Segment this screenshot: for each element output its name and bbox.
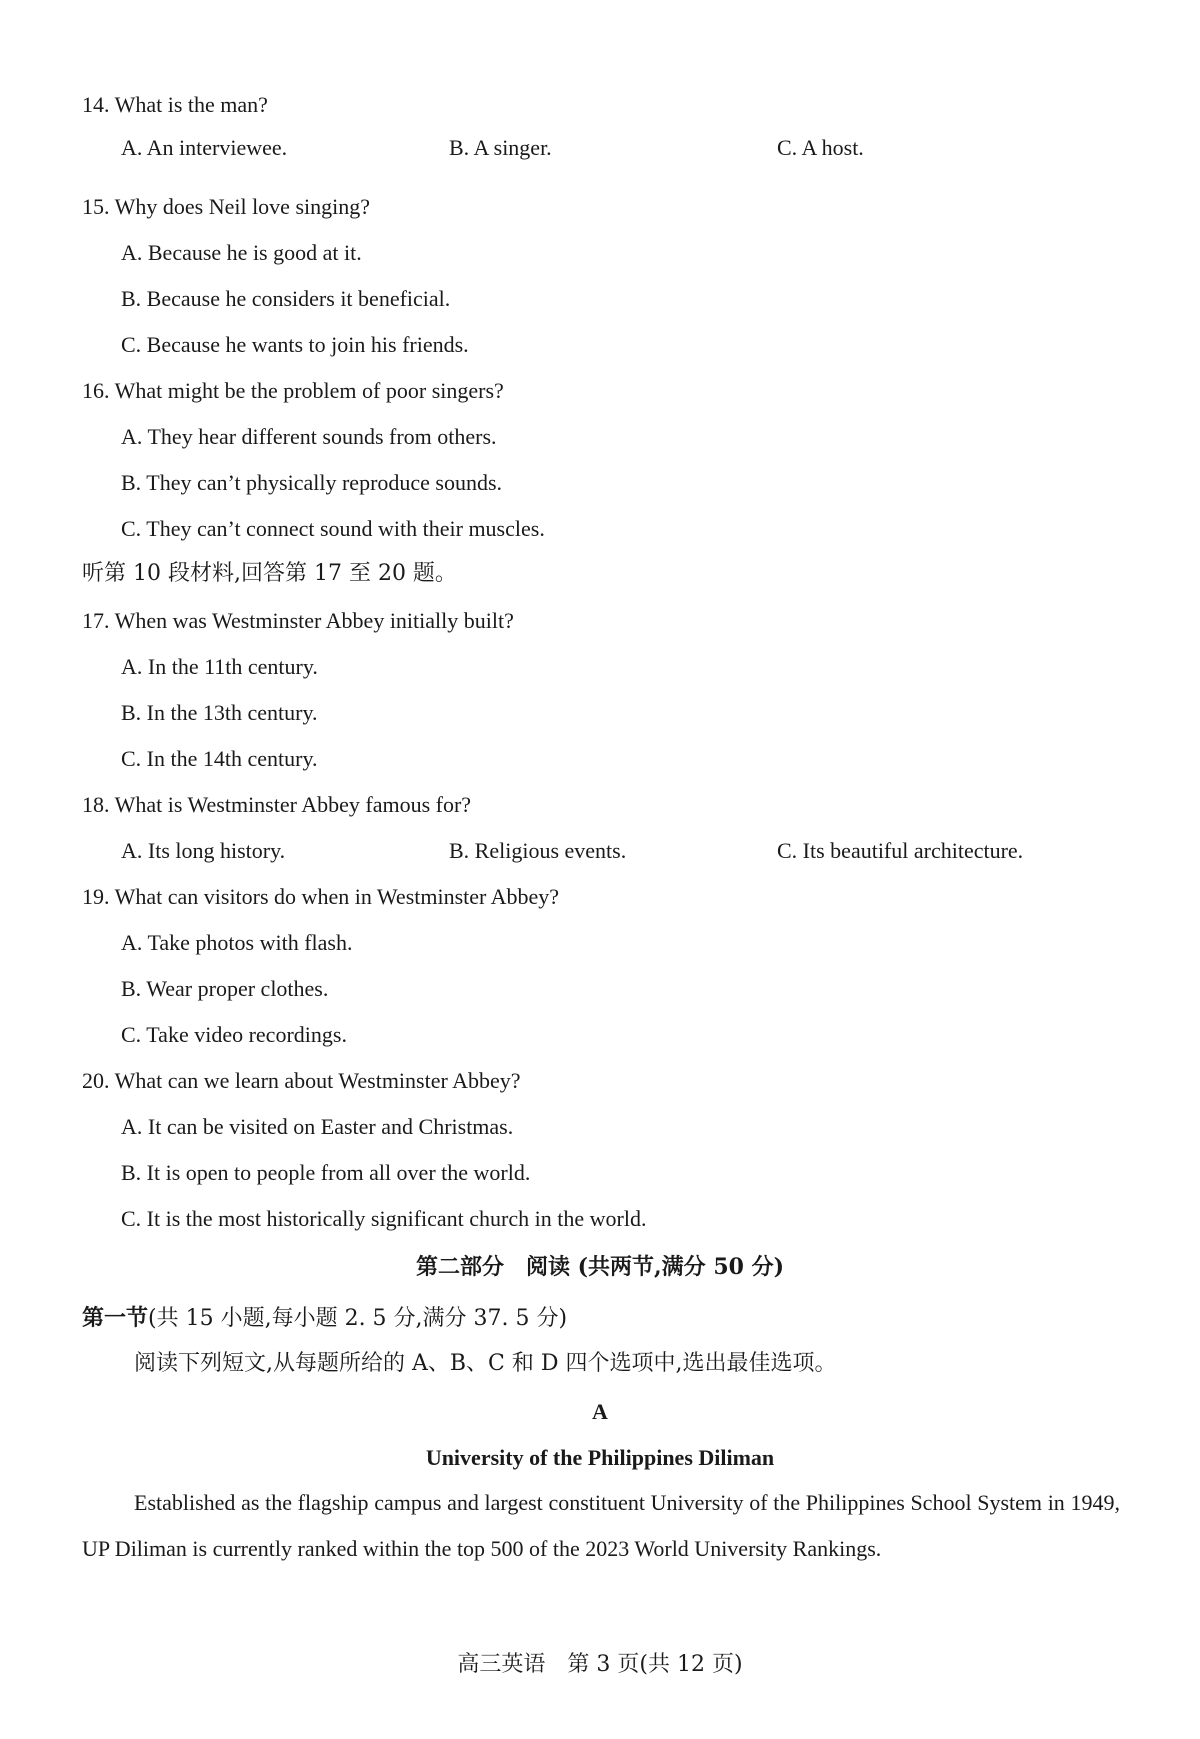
question-17-option-b: B. In the 13th century. [121, 700, 318, 725]
question-20-option-b: B. It is open to people from all over the world. [121, 1160, 531, 1185]
page-footer: 高三英语 第 3 页(共 12 页) [457, 1652, 743, 1677]
question-16-option-c: C. They can’t connect sound with their muscles. [121, 516, 545, 541]
listening-instruction: 听第 10 段材料,回答第 17 至 20 题。 [82, 561, 457, 586]
section-one-label: 第一节 [82, 1305, 149, 1331]
question-14-option-a: A. An interviewee. [121, 135, 288, 160]
question-20-option-a: A. It can be visited on Easter and Christmas. [121, 1114, 514, 1139]
question-15-option-b: B. Because he considers it beneficial. [121, 286, 451, 311]
question-20-stem: 20. What can we learn about Westminster Abbey? [82, 1068, 521, 1093]
question-16-option-b: B. They can’t physically reproduce sounds. [121, 470, 503, 495]
part-two-heading: 第二部分 阅读 (共两节,满分 50 分) [415, 1254, 785, 1280]
question-14-option-b: B. A singer. [449, 135, 552, 160]
question-16-option-a: A. They hear different sounds from others. [121, 424, 497, 449]
question-19-option-b: B. Wear proper clothes. [121, 976, 329, 1001]
question-18-stem: 18. What is Westminster Abbey famous for? [82, 792, 472, 817]
passage-letter: A [592, 1399, 608, 1424]
question-20-option-c: C. It is the most historically significant church in the world. [121, 1206, 647, 1231]
question-18-option-a: A. Its long history. [121, 838, 286, 863]
question-15-stem: 15. Why does Neil love singing? [82, 194, 370, 219]
question-17-option-c: C. In the 14th century. [121, 746, 318, 771]
question-19-stem: 19. What can visitors do when in Westminster Abbey? [82, 884, 560, 909]
question-15-option-c: C. Because he wants to join his friends. [121, 332, 469, 357]
section-one-header [82, 1307, 567, 1330]
question-16-stem: 16. What might be the problem of poor singers? [82, 378, 504, 403]
question-17-stem: 17. When was Westminster Abbey initially built? [82, 608, 514, 633]
section-one-detail: (共 15 小题,每小题 2. 5 分,满分 37. 5 分) [148, 1306, 568, 1331]
question-18-option-b: B. Religious events. [449, 838, 627, 863]
question-17-option-a: A. In the 11th century. [121, 654, 318, 679]
question-14-stem: 14. What is the man? [82, 92, 268, 117]
question-18-option-c: C. Its beautiful architecture. [777, 838, 1024, 863]
question-19-option-a: A. Take photos with flash. [121, 930, 353, 955]
section-one-instruction: 阅读下列短文,从每题所给的 A、B、C 和 D 四个选项中,选出最佳选项。 [134, 1351, 837, 1376]
passage-paragraph: Established as the flagship campus and largest constituent University of the Philippines School System in 1949, UP Diliman is currently ranked within the top 500 of the 2023 World University Rankings. [82, 1490, 1120, 1561]
question-19-option-c: C. Take video recordings. [121, 1022, 347, 1047]
question-15-option-a: A. Because he is good at it. [121, 240, 362, 265]
question-14-option-c: C. A host. [777, 135, 864, 160]
passage-title: University of the Philippines Diliman [425, 1445, 775, 1470]
